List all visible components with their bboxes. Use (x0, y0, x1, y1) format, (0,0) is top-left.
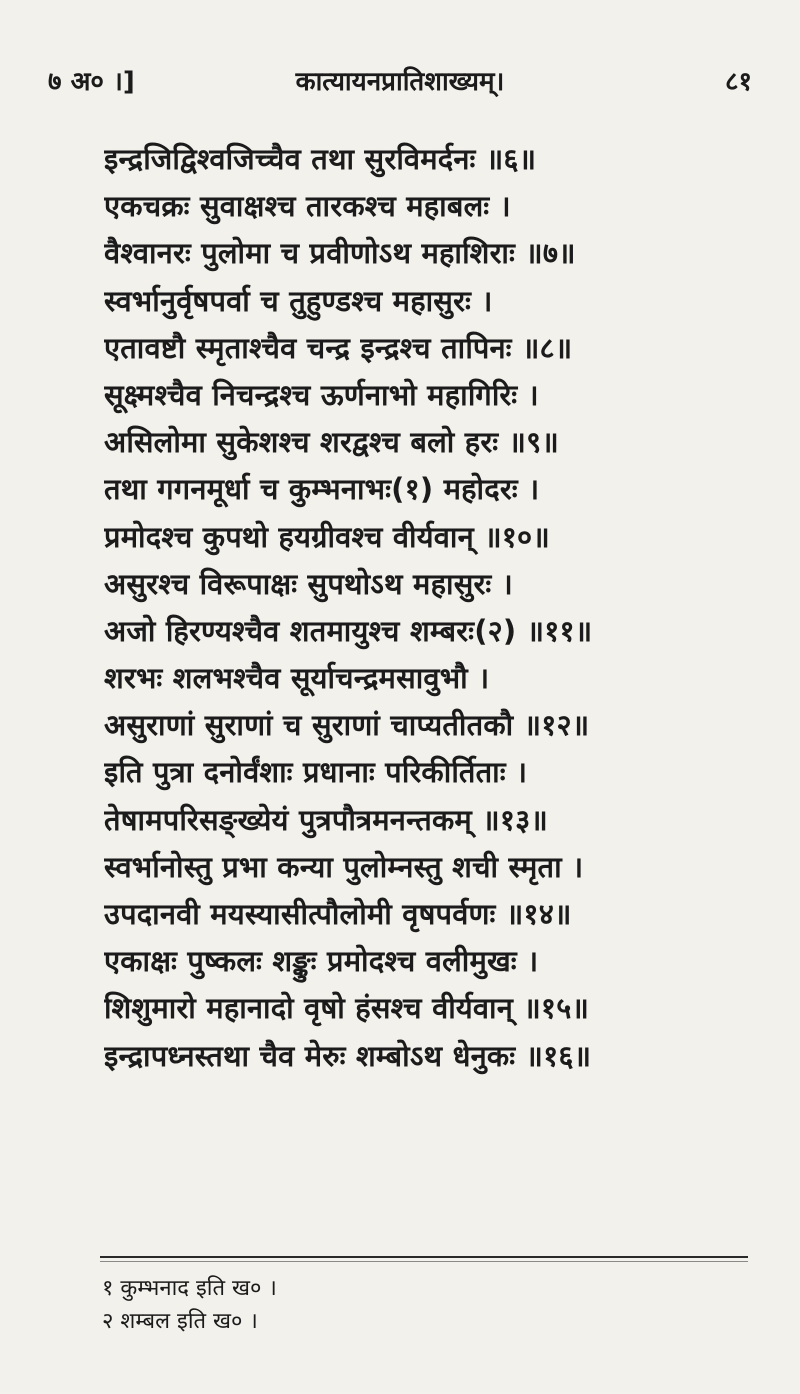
verse-line: उपदानवी मयस्यासीत्पौलोमी वृषपर्वणः ॥१४॥ (104, 897, 572, 931)
verse-line: प्रमोदश्च कुपथो हयग्रीवश्च वीर्यवान् ॥१०॥ (104, 519, 550, 554)
verse-line: सूक्ष्मश्चैव निचन्द्रश्च ऊर्णनाभो महागिरिः । (104, 377, 539, 412)
verse-line: एतावष्टौ स्मृताश्चैव चन्द्र इन्द्रश्च तापिनः ॥८॥ (104, 330, 573, 365)
footnote-divider-thin (100, 1261, 748, 1262)
verse-line: इति पुत्रा दनोर्वंशाः प्रधानाः परिकीर्तिताः । (104, 755, 528, 790)
verse-line: शिशुमारो महानादो वृषो हंसश्च वीर्यवान् ॥१५॥ (104, 991, 590, 1026)
verse-line: एकाक्षः पुष्कलः शङ्कुः प्रमोदश्च वलीमुखः । (104, 944, 539, 979)
verse-line: स्वर्भानुर्वृषपर्वा च तुहुण्डश्च महासुरः । (104, 283, 493, 318)
verse-line: इन्द्रजिद्विश्वजिच्चैव तथा सुरविमर्दनः ॥६॥ (104, 142, 537, 176)
verse-block (104, 136, 760, 1080)
footnote: १ कुम्भनाद इति ख० । (102, 1276, 277, 1301)
verse-line: तथा गगनमूर्धा च कुम्भनाभः(१) महोदरः । (104, 472, 540, 507)
verse-line: तेषामपरिसङ्ख्येयं पुत्रपौत्रमनन्तकम् ॥१३॥ (104, 802, 548, 837)
page-number: ८१ (724, 67, 752, 97)
verse-line: इन्द्रापध्नस्तथा चैव मेरुः शम्बोऽथ धेनुकः ॥१६॥ (104, 1038, 592, 1073)
verse-line: असुरश्च विरूपाक्षः सुपथोऽथ महासुरः । (104, 566, 513, 601)
footnote-divider (100, 1256, 748, 1258)
verse-line: एकचक्रः सुवाक्षश्च तारकश्च महाबलः । (104, 189, 511, 224)
footnote: २ शम्बल इति ख० । (102, 1309, 258, 1334)
footnotes (102, 1272, 760, 1338)
verse-line: स्वर्भानोस्तु प्रभा कन्या पुलोम्नस्तु शची स्मृता । (104, 849, 584, 884)
header-title: कात्यायनप्रातिशाख्यम्। (295, 67, 505, 97)
verse-line: असिलोमा सुकेशश्च शरद्वश्च बलो हरः ॥९॥ (104, 425, 559, 460)
header-chapter: ७ अ० ।] (48, 67, 135, 97)
verse-line: अजो हिरण्यश्चैव शतमायुश्च शम्बरः(२) ॥११॥ (104, 613, 593, 648)
verse-line: असुराणां सुराणां च सुराणां चाप्यतीतकौ ॥१२॥ (104, 708, 590, 743)
verse-line: शरभः शलभश्चैव सूर्याचन्द्रमसावुभौ । (104, 661, 490, 696)
running-header (48, 62, 752, 102)
verse-line: वैश्वानरः पुलोमा च प्रवीणोऽथ महाशिराः ॥७॥ (104, 236, 576, 271)
